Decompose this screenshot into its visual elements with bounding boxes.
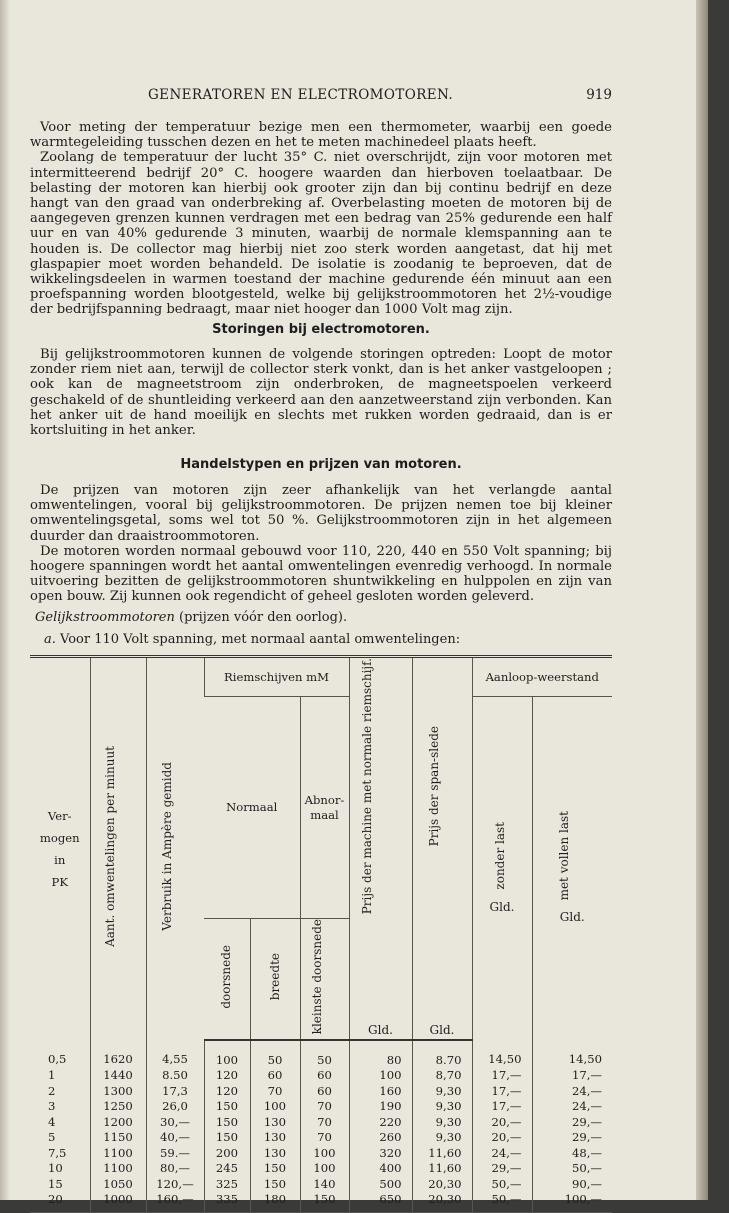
page-number: 919	[586, 87, 612, 103]
storingen-paragraph: Bij gelijkstroommotoren kunnen de volgende storingen optreden: Loopt de motor zonder riem niet aan, terwijl de collector sterk vonkt, dan is het anker vastgeloopen ; ook kan de magneetstroom zijn onderbroken, de magneetspoelen verkeerd geschakeld of de shuntleiding verkeerd aan den aanzetweerstand zijn verbonden. Kan het anker uit de hand moeilijk en slechts met rukken worden gedraaid, dan is er kortsluiting in het anker.	[30, 347, 612, 439]
table-cell: 1300	[90, 1084, 146, 1100]
table-row	[30, 1130, 612, 1146]
sub-label: a.	[44, 632, 56, 647]
unit-prijs-machine: Gld.	[349, 919, 412, 1040]
table-row	[30, 1177, 612, 1193]
header-breedte	[250, 919, 300, 1040]
table-cell: 24,—	[472, 1146, 532, 1162]
table-cell: 100	[250, 1099, 300, 1115]
table-cell: 4	[48, 1114, 56, 1129]
table-cell: 90,—	[532, 1177, 612, 1193]
table-cell: 20	[30, 1192, 90, 1212]
table-cell: 150	[204, 1099, 250, 1115]
table-cell: 80	[349, 1040, 412, 1069]
table-cell: 50,—	[472, 1177, 532, 1193]
table-cell: 59.—	[146, 1146, 204, 1162]
table-cell: 40,—	[146, 1130, 204, 1146]
table-cell: 26,0	[146, 1099, 204, 1115]
table-cell: 180	[250, 1192, 300, 1212]
handelstypen-paragraph-1: De prijzen van motoren zijn zeer afhankelijk van het verlangde aantal omwentelingen, vooral bij gelijkstroommotoren. De prijzen nemen toe bij kleiner omwentelingsgetal, soms wel tot 50 %. Gelijkstroommotoren zijn in het algemeen duurder dan draaistroommotoren.	[30, 483, 612, 544]
prijs-spanslede-label: Prijs der span-slede	[427, 725, 441, 847]
table-cell: 120,—	[146, 1177, 204, 1193]
table-cell: 15	[48, 1176, 63, 1191]
table-cell: 60	[300, 1084, 349, 1100]
table-cell: 150	[250, 1177, 300, 1193]
sub-text: Voor 110 Volt spanning, met normaal aantal omwentelingen:	[60, 632, 461, 647]
header-prijs-spanslede	[412, 657, 472, 919]
table-cell: 9,30	[412, 1115, 472, 1131]
table-cell: 220	[349, 1115, 412, 1131]
table-cell: 5	[48, 1130, 56, 1145]
table-row	[30, 1115, 612, 1131]
intro-paragraph-2: Zoolang de temperatuur der lucht 35° C. niet overschrijdt, zijn voor motoren met intermitteerend bedrijf 20° C. hoogere waarden dan hierboven toelaatbaar. De belasting der motoren kan hierbij ook grooter zijn dan bij continu bedrijf en deze hangt van den graad van onderbreking af. Overbelasting moeten de motoren bij de aangegeven grenzen kunnen verdragen met een bedrag van 25% gedurende een half uur en van 40% gedurende 3 minuten, waarbij de normale klemspanning aan te houden is. De collector mag hierbij niet zoo sterk worden aangetast, dat hij met glaspapier moet worden behandeld. De isolatie is zoodanig te beproeven, dat de wikkelingsdeelen in warmen toestand der machine gedurende één minuut aan een proefspanning worden blootgesteld, welke bij gelijkstroommotoren het 2½-voudige der bedrijfspanning bedraagt, maar niet hooger dan 1000 Volt mag zijn.	[30, 150, 612, 318]
table-cell: 10	[48, 1161, 63, 1176]
table-cell: 1050	[90, 1177, 146, 1193]
table-row	[30, 1084, 612, 1100]
page-gutter	[0, 0, 10, 1200]
table-row	[30, 1040, 612, 1069]
table-cell: 325	[204, 1177, 250, 1193]
table-cell: 50	[300, 1040, 349, 1069]
header-abnormaal: Abnor-maal	[300, 697, 349, 919]
table-cell: 2	[48, 1083, 56, 1098]
table-cell: 1150	[90, 1130, 146, 1146]
table-row	[30, 1146, 612, 1162]
header-ampere	[146, 657, 204, 1040]
section-heading-handelstypen: Handelstypen en prijzen van motoren.	[180, 457, 462, 472]
header-kleinste	[300, 919, 349, 1040]
table-cell: 70	[300, 1130, 349, 1146]
table-cell: 17,3	[146, 1084, 204, 1100]
table-cell: 17,—	[472, 1084, 532, 1100]
table-cell: 70	[300, 1099, 349, 1115]
table-row	[30, 1161, 612, 1177]
header-riemschijven: Riemschijven mM	[204, 657, 349, 697]
omwentelingen-label: Aant. omwentelingen per minuut	[103, 746, 117, 948]
table-cell: 11,60	[412, 1146, 472, 1162]
table-cell: 200	[204, 1146, 250, 1162]
header-doorsnede	[204, 919, 250, 1040]
table-cell: 80,—	[146, 1161, 204, 1177]
vermogen-line-2: mogen	[39, 830, 80, 845]
header-zonder-last-unit: Gld.	[489, 899, 515, 914]
table-cell: 100	[204, 1040, 250, 1069]
table-cell: 70	[250, 1084, 300, 1100]
storingen-block	[30, 347, 612, 438]
header-normaal: Normaal	[204, 697, 300, 919]
intro-paragraph-1: Voor meting der temperatuur bezige men een thermometer, waarbij een goede warmtegeleiding tusschen dezen en het te meten machinedeel plaats heeft.	[30, 120, 612, 151]
table-caption	[35, 610, 617, 625]
table-cell: 11,60	[412, 1161, 472, 1177]
vermogen-line-3: in	[54, 852, 66, 867]
table-cell: 1000	[90, 1192, 146, 1212]
table-cell: 320	[349, 1146, 412, 1162]
running-header	[30, 88, 612, 108]
table-cell: 130	[250, 1115, 300, 1131]
table-cell: 500	[349, 1177, 412, 1193]
table-cell: 1100	[90, 1161, 146, 1177]
table-cell: 130	[250, 1130, 300, 1146]
table-row	[30, 1099, 612, 1115]
page-edge	[696, 0, 708, 1200]
table-cell: 17,—	[472, 1068, 532, 1084]
header-vermogen	[30, 657, 90, 1040]
table-cell: 100,—	[532, 1192, 612, 1212]
table-cell: 1440	[90, 1068, 146, 1084]
table-cell: 100	[300, 1146, 349, 1162]
table-intro	[44, 632, 626, 647]
table-cell: 29,—	[472, 1161, 532, 1177]
table-cell: 1100	[90, 1146, 146, 1162]
zonder-last-label: zonder last	[493, 821, 507, 890]
table-cell: 160	[349, 1084, 412, 1100]
table-cell: 30,—	[146, 1115, 204, 1131]
table-cell: 29,—	[532, 1115, 612, 1131]
table-cell: 100	[349, 1068, 412, 1084]
ampere-label: Verbruik in Ampère gemidd	[160, 762, 174, 931]
table-cell: 20,—	[472, 1130, 532, 1146]
prijs-machine-label: Prijs der machine met normale riemschijf.	[359, 658, 374, 915]
intro-block	[30, 120, 612, 318]
table-cell: 14,50	[532, 1040, 612, 1069]
handelstypen-paragraph-2: De motoren worden normaal gebouwd voor 110, 220, 440 en 550 Volt spanning; bij hoogere spanningen wordt het aantal omwentelingen evenredig verhoogd. In normale uitvoering bezitten de gelijkstroommotoren shuntwikkeling en hulppolen en zijn van open bouw. Zij kunnen ook regendicht of geheel gesloten worden geleverd.	[30, 543, 612, 605]
table-cell: 335	[204, 1192, 250, 1212]
table-cell: 245	[204, 1161, 250, 1177]
handelstypen-block	[30, 483, 612, 605]
section-heading-storingen: Storingen bij electromotoren.	[212, 322, 430, 337]
table-cell: 17,—	[472, 1099, 532, 1115]
table-cell: 48,—	[532, 1146, 612, 1162]
table-cell: 9,30	[412, 1084, 472, 1100]
table-cell: 20,—	[472, 1115, 532, 1131]
table-cell: 150	[250, 1161, 300, 1177]
table-cell: 100	[300, 1161, 349, 1177]
running-title: GENERATOREN EN ELECTROMOTOREN.	[148, 87, 454, 103]
table-cell: 50	[250, 1040, 300, 1069]
table-cell: 3	[48, 1099, 56, 1114]
table-cell: 0,5	[48, 1052, 67, 1067]
table-row	[30, 1068, 612, 1084]
table-cell: 120	[204, 1084, 250, 1100]
table-cell: 8,70	[412, 1068, 472, 1084]
table-cell: 7,5	[48, 1145, 67, 1160]
table-cell: 8.50	[146, 1068, 204, 1084]
caption-italic: Gelijkstroommotoren	[35, 610, 175, 625]
header-met-last	[532, 697, 612, 1040]
table-cell: 9,30	[412, 1130, 472, 1146]
table-cell: 1250	[90, 1099, 146, 1115]
table-cell: 9,30	[412, 1099, 472, 1115]
table-cell: 120	[204, 1068, 250, 1084]
table-cell: 260	[349, 1130, 412, 1146]
table-cell: 60	[300, 1068, 349, 1084]
breedte-label: breedte	[267, 953, 282, 1001]
table-cell: 17,—	[532, 1068, 612, 1084]
header-zonder-last	[472, 697, 532, 1040]
unit-prijs-spanslede: Gld.	[412, 919, 472, 1040]
table-cell: 20,30	[412, 1192, 472, 1212]
header-omwentelingen	[90, 657, 146, 1040]
table-cell: 400	[349, 1161, 412, 1177]
table-cell: 130	[250, 1146, 300, 1162]
header-aanloop: Aanloop-weerstand	[472, 657, 612, 697]
table-cell: 14,50	[472, 1040, 532, 1069]
table-cell: 8.70	[412, 1040, 472, 1069]
table-cell: 650	[349, 1192, 412, 1212]
table-cell: 1	[48, 1068, 56, 1083]
motor-price-table	[30, 655, 612, 1213]
table-cell: 29,—	[532, 1130, 612, 1146]
caption-rest: (prijzen vóór den oorlog).	[179, 610, 348, 625]
table-cell: 150	[204, 1115, 250, 1131]
table-cell: 50,—	[472, 1192, 532, 1212]
header-prijs-machine	[349, 657, 412, 919]
table-cell: 150	[300, 1192, 349, 1212]
doorsnede-label: doorsnede	[219, 944, 234, 1009]
table-cell: 160,—	[146, 1192, 204, 1212]
table-cell: 140	[300, 1177, 349, 1193]
vermogen-line-1: Ver-	[47, 808, 72, 823]
table-cell: 60	[250, 1068, 300, 1084]
table-cell: 24,—	[532, 1099, 612, 1115]
met-last-label: met vollen last	[557, 810, 572, 901]
table-cell: 70	[300, 1115, 349, 1131]
table-row	[30, 1192, 612, 1212]
table-cell: 190	[349, 1099, 412, 1115]
kleinste-label: kleinste doorsnede	[309, 919, 324, 1035]
table-cell: 24,—	[532, 1084, 612, 1100]
table-cell: 4,55	[146, 1040, 204, 1069]
table-body	[30, 1040, 612, 1213]
header-met-last-unit: Gld.	[559, 910, 585, 925]
table-cell: 1200	[90, 1115, 146, 1131]
table-cell: 150	[204, 1130, 250, 1146]
table-cell: 20,30	[412, 1177, 472, 1193]
vermogen-line-4: PK	[51, 874, 68, 889]
table-cell: 1620	[90, 1040, 146, 1069]
table-cell: 50,—	[532, 1161, 612, 1177]
